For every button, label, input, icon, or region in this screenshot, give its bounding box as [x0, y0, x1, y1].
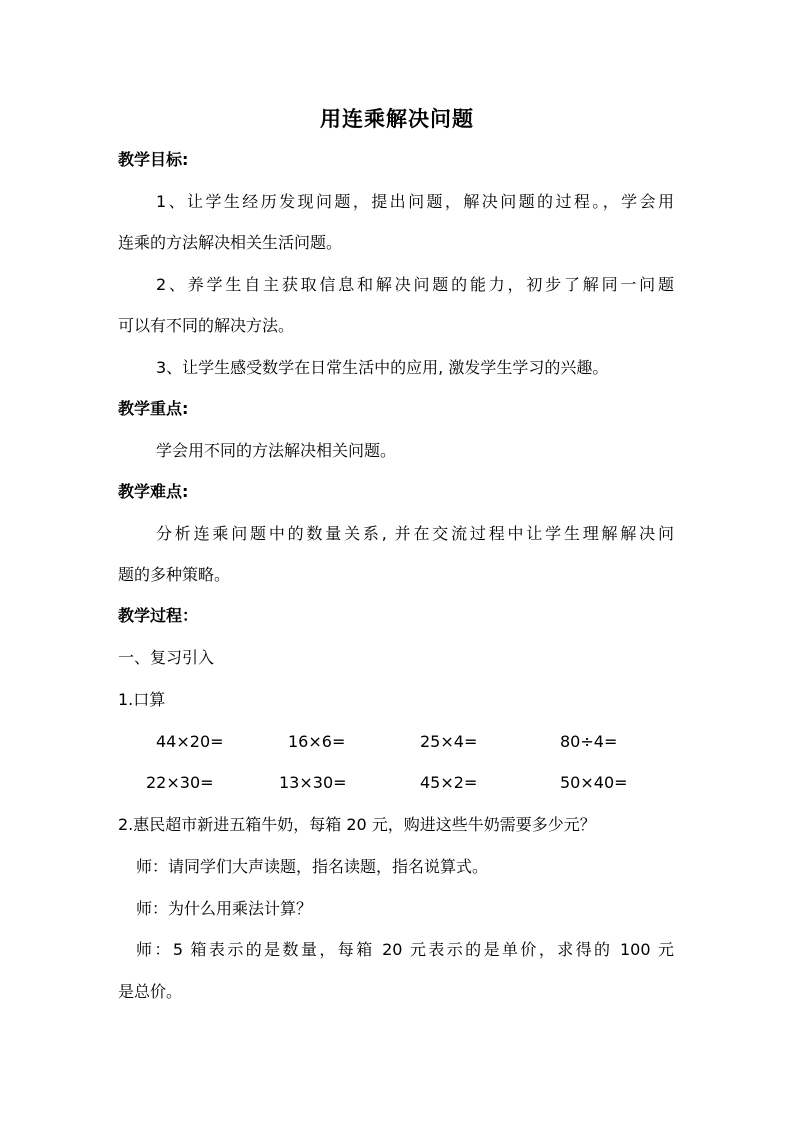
difficulty-line-2: 题的多种策略。 — [118, 565, 231, 584]
teacher-line-3-cont: 是总价。 — [118, 982, 183, 1001]
difficulty-heading: 教学难点: — [118, 482, 189, 501]
calc-item: 45×2= — [420, 773, 478, 792]
calc-item: 80÷4= — [560, 732, 618, 751]
teacher-line-2: 师：为什么用乘法计算？ — [136, 899, 313, 918]
calc-item: 13×30= — [279, 773, 347, 792]
oral-calc-title: 1.口算 — [118, 690, 166, 709]
objective-2-line-2: 可以有不同的解决方法。 — [118, 316, 295, 335]
calc-item: 25×4= — [420, 732, 478, 751]
calc-item: 50×40= — [560, 773, 628, 792]
problem-2: 2.惠民超市新进五箱牛奶，每箱 20 元，购进这些牛奶需要多少元？ — [118, 815, 596, 834]
objective-1-line-2: 连乘的方法解决相关生活问题。 — [118, 233, 343, 252]
calc-item: 16×6= — [288, 732, 346, 751]
objective-1-line-1: 1、让学生经历发现问题，提出问题，解决问题的过程。，学会用 — [156, 192, 674, 211]
key-points-text: 学会用不同的方法解决相关问题。 — [156, 441, 397, 460]
calc-item: 44×20= — [156, 732, 224, 751]
objective-2-line-1: 2、养学生自主获取信息和解决问题的能力，初步了解同一问题 — [156, 275, 674, 294]
difficulty-line-1: 分析连乘问题中的数量关系, 并在交流过程中让学生理解解决问 — [156, 524, 674, 543]
process-heading: 教学过程： — [118, 606, 199, 625]
objective-3: 3、让学生感受数学在日常生活中的应用, 激发学生学习的兴趣。 — [156, 358, 609, 377]
teacher-line-1: 师：请同学们大声读题，指名读题，指名说算式。 — [136, 857, 489, 876]
calc-item: 22×30= — [146, 773, 214, 792]
page-title: 用连乘解决问题 — [320, 107, 474, 131]
section-review-intro: 一、复习引入 — [118, 648, 215, 667]
key-points-heading: 教学重点: — [118, 399, 189, 418]
teacher-line-3: 师：5 箱表示的是数量，每箱 20 元表示的是单价，求得的 100 元 — [136, 940, 674, 959]
objectives-heading: 教学目标: — [118, 150, 189, 169]
